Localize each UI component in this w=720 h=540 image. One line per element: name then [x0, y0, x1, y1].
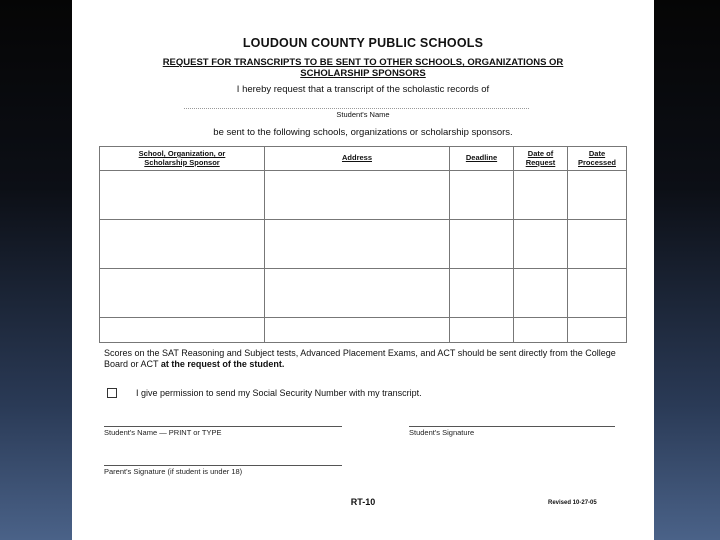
student-name-print-line[interactable]	[104, 426, 342, 427]
table-row	[100, 171, 627, 220]
col-header-date-processed-line1: Date	[588, 149, 606, 158]
form-subtitle-line1: REQUEST FOR TRANSCRIPTS TO BE SENT TO OTHER SCHOOLS, ORGANIZATIONS OR	[162, 57, 564, 68]
student-signature-label: Student's Signature	[409, 428, 475, 437]
form-subtitle-line2: SCHOLARSHIP SPONSORS	[300, 68, 426, 79]
student-name-print-label: Student's Name — PRINT or TYPE	[104, 428, 222, 437]
col-header-date-of-request-line2: Request	[525, 157, 556, 167]
table-row	[100, 220, 627, 269]
revised-date: Revised 10-27-05	[548, 500, 597, 506]
col-header-school-line2: Scholarship Sponsor	[144, 157, 220, 167]
col-header-date-processed	[568, 147, 627, 171]
table-header-row	[100, 147, 627, 171]
col-header-date-of-request	[514, 147, 568, 171]
table-cell[interactable]	[514, 220, 568, 269]
col-header-deadline-line1: Deadline	[465, 153, 498, 163]
table-row	[100, 269, 627, 318]
form-subtitle	[92, 57, 634, 79]
scores-note-text: Scores on the SAT Reasoning and Subject tests, Advanced Placement Exams, and ACT should be sent directly from the College Board or ACT	[104, 348, 616, 369]
parent-signature-line[interactable]	[104, 465, 342, 466]
table-cell[interactable]	[265, 269, 450, 318]
ssn-permission-text: I give permission to send my Social Security Number with my transcript.	[136, 388, 422, 398]
table-cell[interactable]	[450, 318, 514, 343]
student-name-label: Student's Name	[336, 110, 390, 119]
table-cell[interactable]	[568, 269, 627, 318]
table-cell[interactable]	[100, 269, 265, 318]
ssn-permission-checkbox[interactable]	[107, 388, 117, 398]
table-cell[interactable]	[100, 171, 265, 220]
form-title: LOUDOUN COUNTY PUBLIC SCHOOLS	[242, 36, 484, 50]
transcript-request-form	[72, 0, 654, 540]
sent-to-text: be sent to the following schools, organizations or scholarship sponsors.	[213, 127, 513, 138]
parent-signature-label: Parent's Signature (if student is under 18)	[104, 467, 243, 476]
table-cell[interactable]	[568, 171, 627, 220]
col-header-address-line1: Address	[341, 153, 372, 163]
table-cell[interactable]	[265, 318, 450, 343]
scores-note	[104, 348, 624, 369]
col-header-school	[100, 147, 265, 171]
col-header-address	[265, 147, 450, 171]
request-text: I hereby request that a transcript of the scholastic records of	[236, 84, 490, 95]
table-cell[interactable]	[450, 220, 514, 269]
table-cell[interactable]	[265, 220, 450, 269]
table-cell[interactable]	[514, 318, 568, 343]
col-header-deadline	[450, 147, 514, 171]
table-cell[interactable]	[450, 269, 514, 318]
col-header-date-of-request-line1: Date of	[527, 149, 554, 158]
table-cell[interactable]	[514, 269, 568, 318]
table-cell[interactable]	[568, 318, 627, 343]
student-signature-line[interactable]	[409, 426, 615, 427]
col-header-school-line1: School, Organization, or	[138, 149, 226, 158]
form-code: RT-10	[350, 497, 376, 507]
scores-note-bold: at the request of the student.	[160, 358, 285, 369]
table-cell[interactable]	[100, 220, 265, 269]
recipients-table	[99, 146, 627, 343]
table-cell[interactable]	[514, 171, 568, 220]
table-cell[interactable]	[265, 171, 450, 220]
table-cell[interactable]	[100, 318, 265, 343]
col-header-date-processed-line2: Processed	[578, 157, 616, 167]
student-name-fill-line[interactable]	[184, 108, 529, 109]
table-row	[100, 318, 627, 343]
table-cell[interactable]	[450, 171, 514, 220]
table-cell[interactable]	[568, 220, 627, 269]
